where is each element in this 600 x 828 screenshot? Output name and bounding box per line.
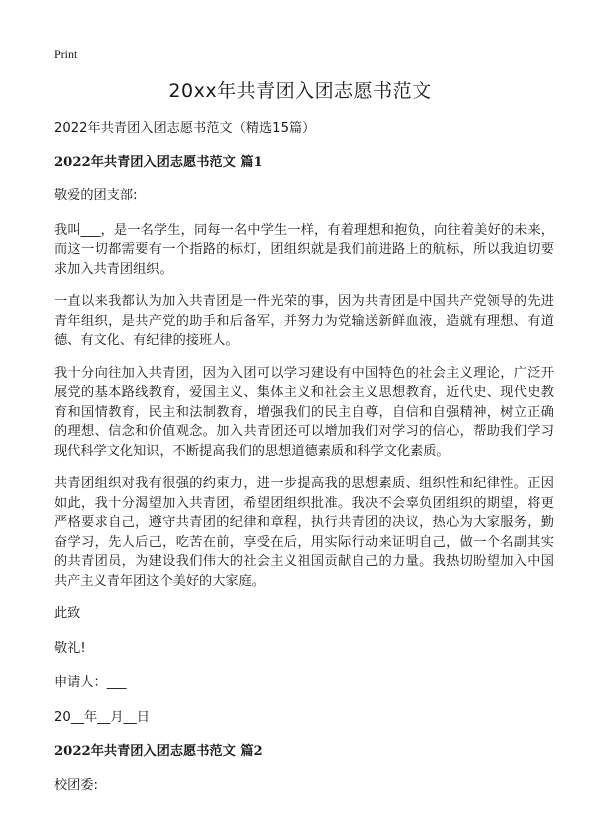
- salutation-2: 校团委:: [54, 777, 99, 793]
- document-subtitle: 2022年共青团入团志愿书范文（精选15篇）: [54, 121, 316, 136]
- document-body: [54, 119, 554, 810]
- paragraph: 我叫___，是一名学生，同每一名中学生一样，有着理想和抱负，向往着美好的未来，而这一切都需要有一个指路的标灯，团组织就是我们前进路上的航标，所以我迫切要求加入共青团组织。: [54, 222, 554, 277]
- print-label: Print: [54, 47, 78, 61]
- section-heading-1: 2022年共青团入团志愿书范文 篇1: [54, 154, 263, 170]
- closing-text: 此致: [54, 606, 81, 621]
- paragraph: 共青团组织对我有很强的约束力，进一步提高我的思想素质、组织性和纪律性。正因如此，我十分渴望加入共青团，希望团组织批准。我决不会辜负团组织的期望，将更严格要求自己，遵守共青团的纪律和章程，执行共青团的决议，热心为大家服务，勤奋学习，先人后己，吃苦在前，享受在后，用实际行动来证明自己，做一个名副其实的共青团员，为建设我们伟大的社会主义祖国贡献自己的力量。我热切盼望加入中国共产主义青年团这个美好的大家庭。: [54, 476, 554, 589]
- salute-text: 敬礼!: [54, 640, 86, 656]
- date-line: 20__年__月__日: [54, 709, 150, 725]
- salutation: 敬爱的团支部:: [54, 188, 138, 203]
- applicant-line: 申请人：___: [54, 675, 127, 690]
- section-heading-2: 2022年共青团入团志愿书范文 篇2: [54, 744, 263, 759]
- document-title: 20xx年共青团入团志愿书范文: [168, 80, 432, 102]
- paragraph: 我十分向往加入共青团，因为入团可以学习建设有中国特色的社会主义理论，广泛开展党的基本路线教育，爱国主义、集体主义和社会主义思想教育，近代史、现代史教育和国情教育，民主和法制教育，增强我们的民主自尊，自信和自强精神，树立正确的理想、信念和价值观念。加入共青团还可以增加我们对学习的信心，帮助我们学习现代科学文化知识，不断提高我们的思想道德素质和科学文化素质。: [54, 365, 554, 459]
- paragraph: 一直以来我都认为加入共青团是一件光荣的事，因为共青团是中国共产党领导的先进青年组织，是共产党的助手和后备军，并努力为党输送新鲜血液，造就有理想、有道德、有文化、有纪律的接班人。: [54, 294, 554, 348]
